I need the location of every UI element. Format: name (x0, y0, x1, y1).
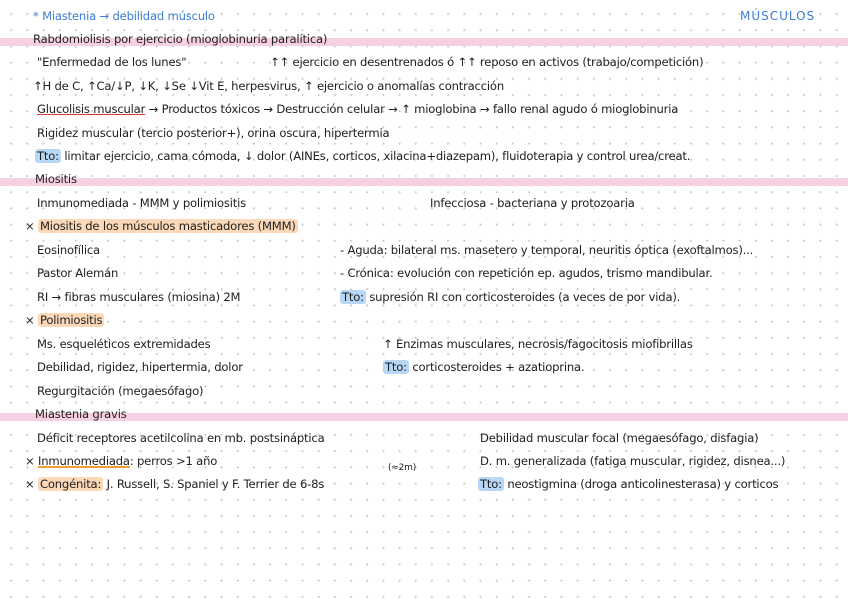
section-title-rabdomiolisis: Rabdomiolisis por ejercicio (mioglobinuria paralítica) (33, 32, 328, 46)
poli-heading (25, 313, 104, 327)
glucolisis-text: Glucolisis muscular (37, 102, 146, 116)
poli-tto-text: corticosteroides + azatioprina. (408, 360, 585, 374)
section-band-miositis (0, 178, 848, 186)
miastenia-inmuno (25, 454, 217, 468)
poli-ms: Ms. esqueléticos extremidades (37, 337, 211, 351)
mmm-tto (340, 290, 680, 304)
rabdo-tto-text: limitar ejercicio, cama cómoda, ↓ dolor (AINEs, corticos, xilacina+diazepam), fluidoterapia y control urea/creat. (60, 149, 691, 163)
mmm-heading (25, 219, 298, 233)
congenita-label: Congénita: (40, 477, 102, 491)
miastenia-tto (478, 477, 778, 491)
section-band-miastenia (0, 413, 848, 421)
poli-enzimas: ↑ Enzimas musculares, necrosis/fagocitosis miofibrillas (383, 337, 693, 351)
inmuno-label: Inmunomediada (38, 454, 130, 468)
miastenia-congenita (25, 477, 324, 491)
rabdo-line-1a: "Enfermedad de los lunes" (37, 55, 187, 69)
poli-title: Polimiositis (40, 313, 103, 327)
mmm-ri: RI → fibras musculares (miosina) 2M (37, 290, 241, 304)
tto-label: Tto: (37, 149, 59, 163)
miastenia-generalizada: D. m. generalizada (fatiga muscular, rigidez, disnea...) (480, 454, 786, 468)
miastenia-tto-text: neostigmina (droga anticolinesterasa) y corticos (503, 477, 779, 491)
mmm-title: Miositis de los músculos masticadores (MMM) (40, 219, 296, 233)
mmm-cronica: - Crónica: evolución con repetición ep. agudos, trismo mandibular. (340, 266, 713, 280)
miastenia-age-note: (≈2m) (388, 463, 417, 473)
tto-label: Tto: (385, 360, 407, 374)
congenita-text: J. Russell, S. Spaniel y F. Terrier de 6-8s (103, 477, 325, 491)
header-note: * Miastenia → debilidad músculo (33, 9, 215, 23)
poli-regurgitacion: Regurgitación (megaesófago) (37, 384, 204, 398)
rabdo-line-3 (37, 102, 678, 116)
inmuno-text: : perros >1 año (129, 454, 218, 468)
bullet-star: × (25, 454, 38, 468)
topic-title: MÚSCULOS (740, 9, 816, 23)
tto-label: Tto: (342, 290, 364, 304)
bullet-star: × (25, 219, 38, 233)
rabdo-line-3-rest: → Productos tóxicos → Destrucción celular → ↑ mioglobina → fallo renal agudo ó mioglobinuria (145, 102, 679, 116)
tto-label: Tto: (480, 477, 502, 491)
miositis-infecciosa: Infecciosa - bacteriana y protozoaria (430, 196, 635, 210)
section-title-miastenia: Miastenia gravis (35, 407, 127, 421)
rabdo-line-2: ↑H de C, ↑Ca/↓P, ↓K, ↓Se ↓Vit E, herpesvirus, ↑ ejercicio o anomalías contracción (33, 79, 504, 93)
poli-debilidad: Debilidad, rigidez, hipertermia, dolor (37, 360, 243, 374)
mmm-tto-text: supresión RI con corticosteroides (a veces de por vida). (365, 290, 681, 304)
mmm-eosinofilica: Eosinofílica (37, 243, 100, 257)
rabdo-line-1b: ↑↑ ejercicio en desentrenados ó ↑↑ reposo en activos (trabajo/competición) (270, 55, 704, 69)
mmm-aleman: Pastor Alemán (37, 266, 119, 280)
poli-tto (383, 360, 584, 374)
section-title-miositis: Miositis (35, 172, 77, 186)
miastenia-focal: Debilidad muscular focal (megaesófago, disfagia) (480, 431, 759, 445)
mmm-aguda: - Aguda: bilateral ms. masetero y temporal, neuritis óptica (exoftalmos)... (340, 243, 754, 257)
rabdo-line-5 (35, 149, 690, 163)
miositis-inmuno: Inmunomediada - MMM y polimiositis (37, 196, 246, 210)
rabdo-line-4: Rigidez muscular (tercio posterior+), orina oscura, hipertermia (37, 126, 390, 140)
miastenia-deficit: Déficit receptores acetilcolina en mb. postsináptica (37, 431, 325, 445)
bullet-star: × (25, 313, 38, 327)
bullet-star: × (25, 477, 38, 491)
